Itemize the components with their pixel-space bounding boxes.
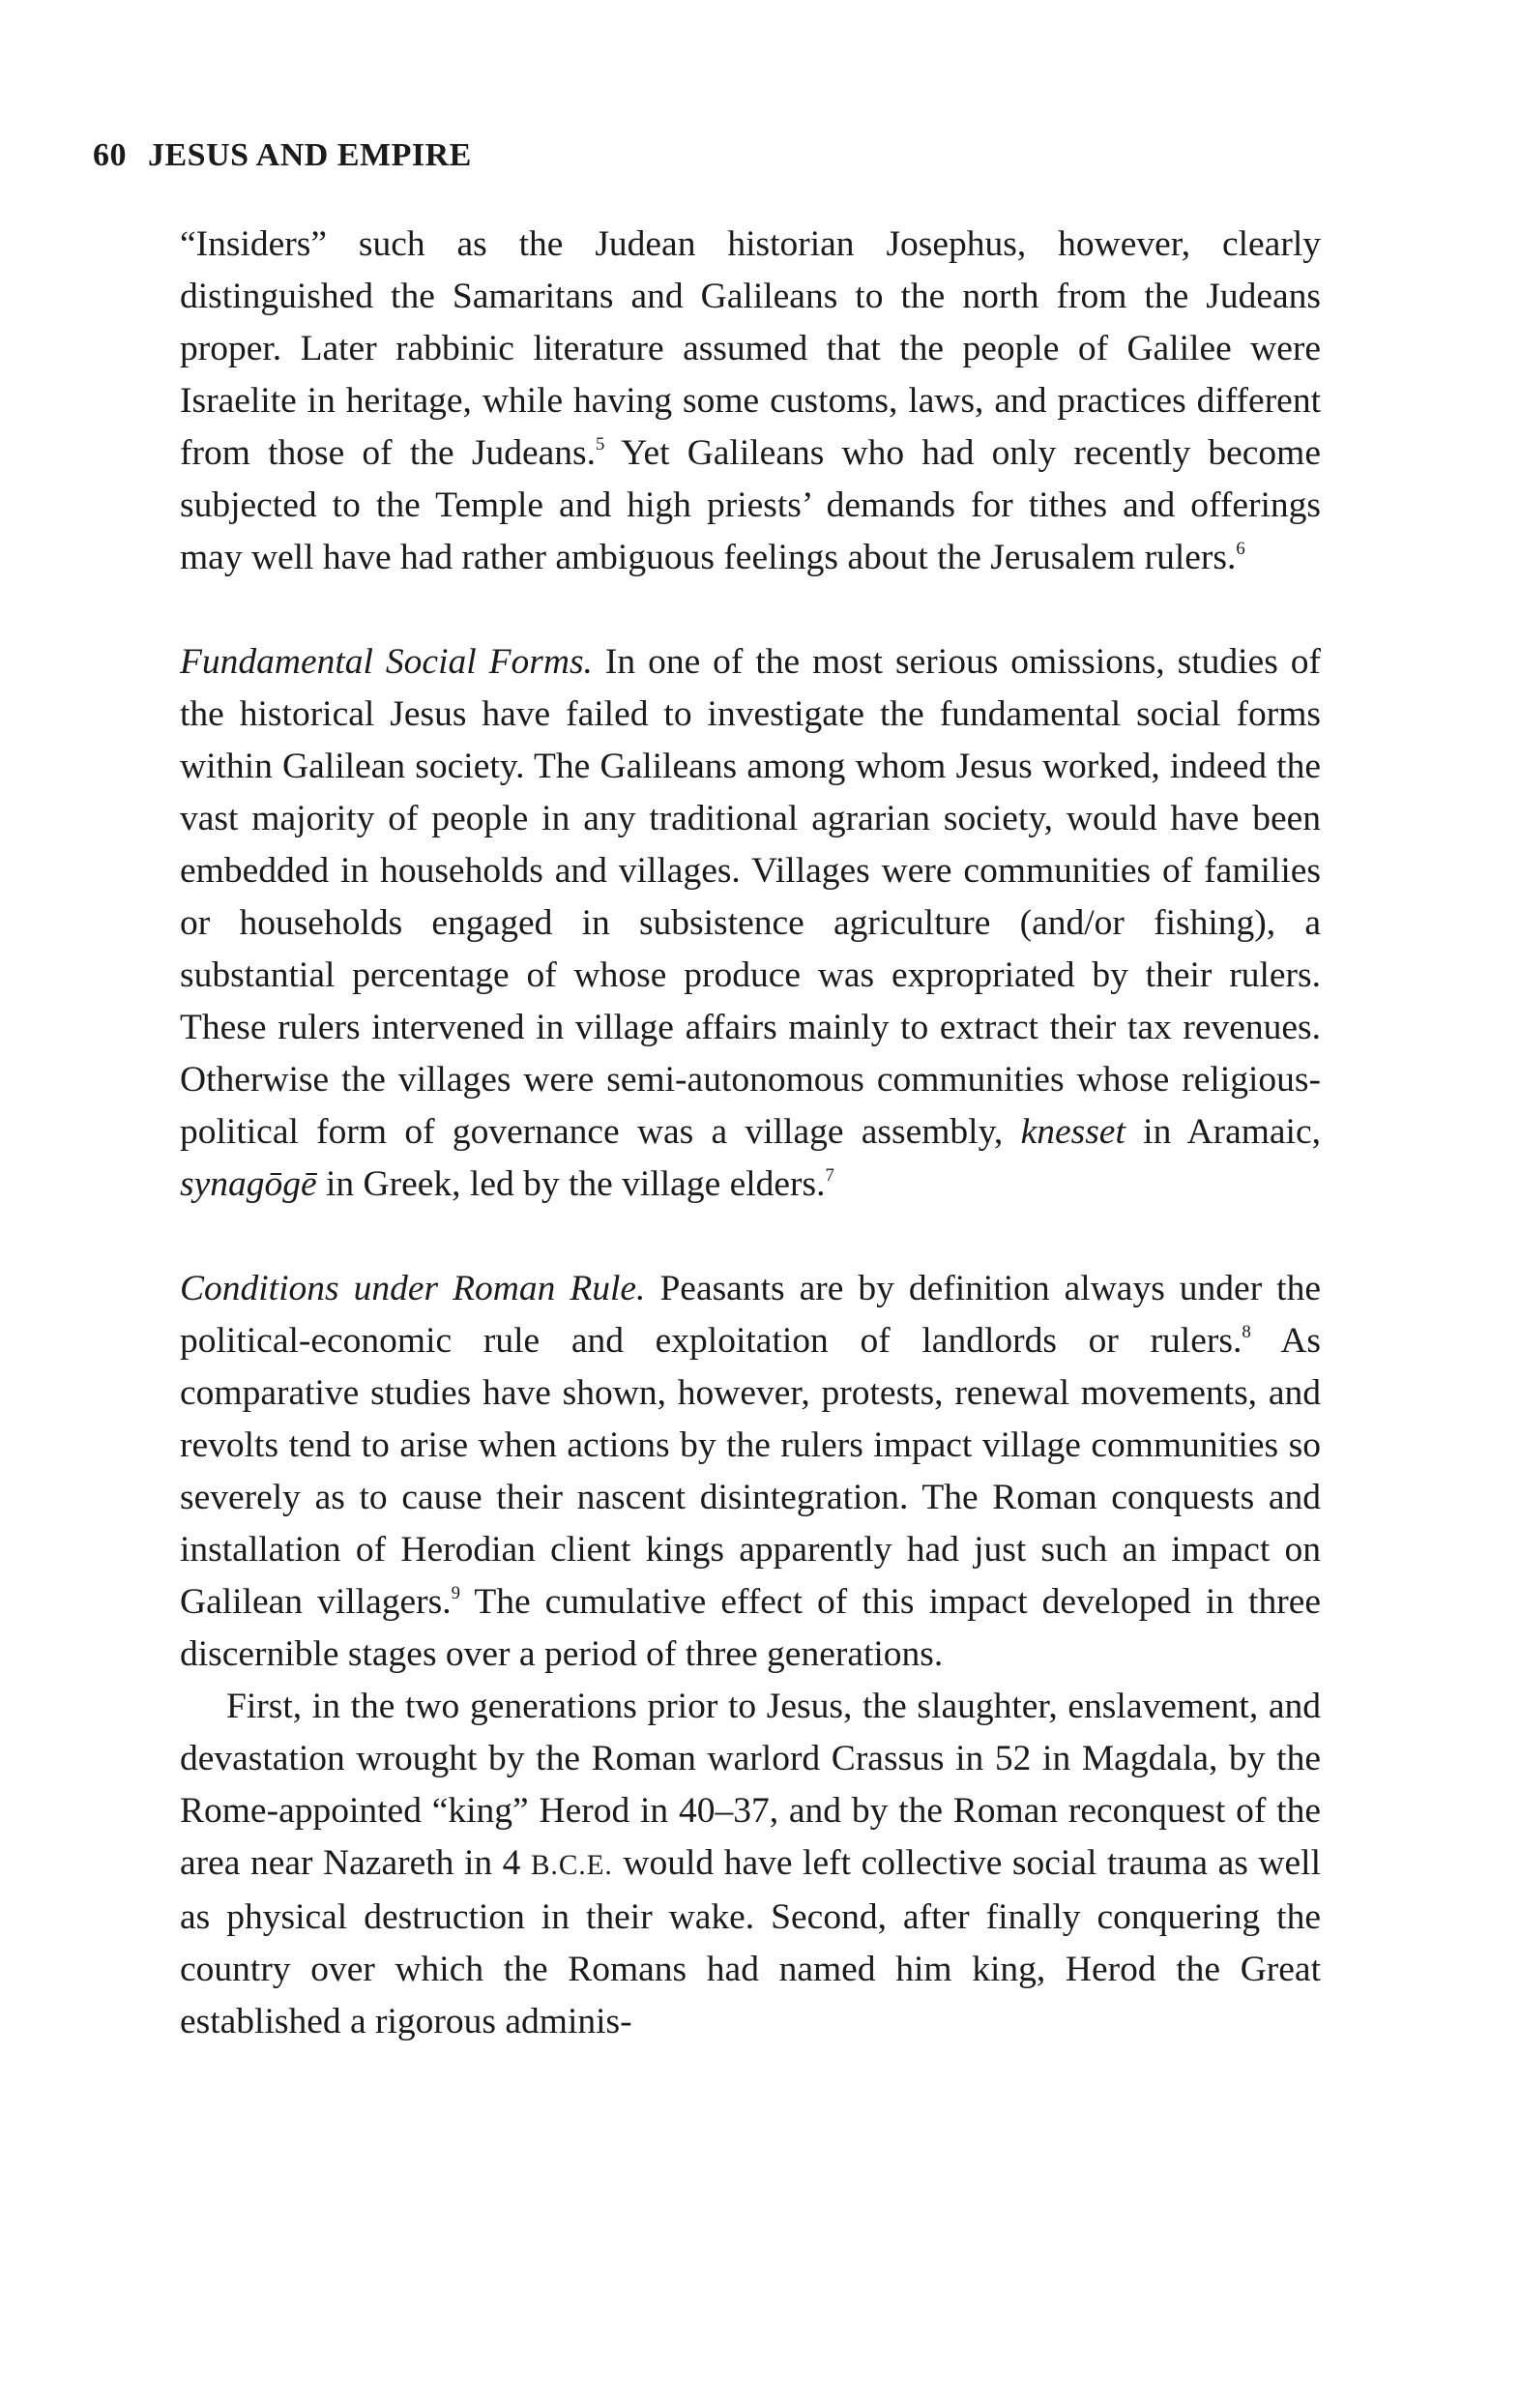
text-run: in Greek, led by the village elders.	[316, 1164, 826, 1204]
term-knesset: knesset	[1020, 1112, 1125, 1152]
footnote-ref-5: 5	[595, 434, 605, 455]
footnote-ref-8: 8	[1242, 1322, 1251, 1342]
running-head	[93, 137, 472, 174]
text-run: would have left collective social trauma as well as physical destruction in their wake. Second, after finally conquering the country over which the Romans had named him king, Herod the Great established a rigorous adminis-	[180, 1843, 1321, 2041]
paragraph-roman-rule	[180, 1263, 1321, 1681]
text-run: The cumulative effect of this impact developed in three discernible stages over a period of three generations.	[180, 1582, 1321, 1674]
footnote-ref-7: 7	[825, 1165, 834, 1186]
footnote-ref-6: 6	[1236, 539, 1245, 559]
footnote-ref-9: 9	[451, 1583, 460, 1603]
era-abbreviation: B.C.E.	[531, 1850, 613, 1881]
text-run: First, in the two generations prior to Jesus, the slaughter, enslavement, and devastation wrought by the Roman warlord Crassus in 52 in Magdala, by the Rome-appointed “king” Herod in 40–37, and by the Roman reconquest of the area near Nazareth in 4	[180, 1687, 1321, 1883]
page-number: 60	[93, 137, 127, 173]
text-run: Yet Galileans who had only recently become subjected to the Temple and high priests’ demands for tithes and offerings may well have had rather ambiguous feelings about the Jerusalem rulers.	[180, 433, 1321, 577]
body-text	[180, 219, 1321, 2048]
text-run: In one of the most serious omissions, studies of the historical Jesus have failed to investigate the fundamental social forms within Galilean society. The Galileans among whom Jesus worked, indeed the vast majority of people in any traditional agrarian society, would have been embedded in households and villages. Villages were communities of families or households engaged in subsistence agriculture (and/or fishing), a substantial percentage of whose produce was expropriated by their rulers. These rulers intervened in village affairs mainly to extract their tax revenues. Otherwise the villages were semi-autonomous communities whose religious-political form of governance was a village assembly,	[180, 642, 1321, 1152]
text-run: in Aramaic,	[1125, 1112, 1321, 1152]
paragraph-first-second	[180, 1681, 1321, 2048]
running-title: JESUS AND EMPIRE	[148, 137, 472, 173]
paragraph-insiders	[180, 219, 1321, 584]
section-heading-social-forms: Fundamental Social Forms.	[180, 642, 593, 682]
paragraph-social-forms	[180, 636, 1321, 1211]
term-synagoge: synagōgē	[180, 1164, 317, 1204]
text-run: Peasants are by definition always under the political-economic rule and exploitation of landlords or rulers.	[180, 1269, 1321, 1361]
section-heading-roman-rule: Conditions under Roman Rule.	[180, 1269, 646, 1308]
text-run: “Insiders” such as the Judean historian Josephus, however, clearly distinguished the Samaritans and Galileans to the north from the Judeans proper. Later rabbinic literature assumed that the people of Galilee were Israelite in heritage, while having some customs, laws, and practices different from those of the Judeans.	[180, 224, 1321, 473]
text-run: As comparative studies have shown, however, protests, renewal movements, and revolts tend to arise when actions by the rulers impact village communities so severely as to cause their nascent disintegration. The Roman conquests and installation of Herodian client kings apparently had just such an impact on Galilean villagers.	[180, 1321, 1321, 1622]
